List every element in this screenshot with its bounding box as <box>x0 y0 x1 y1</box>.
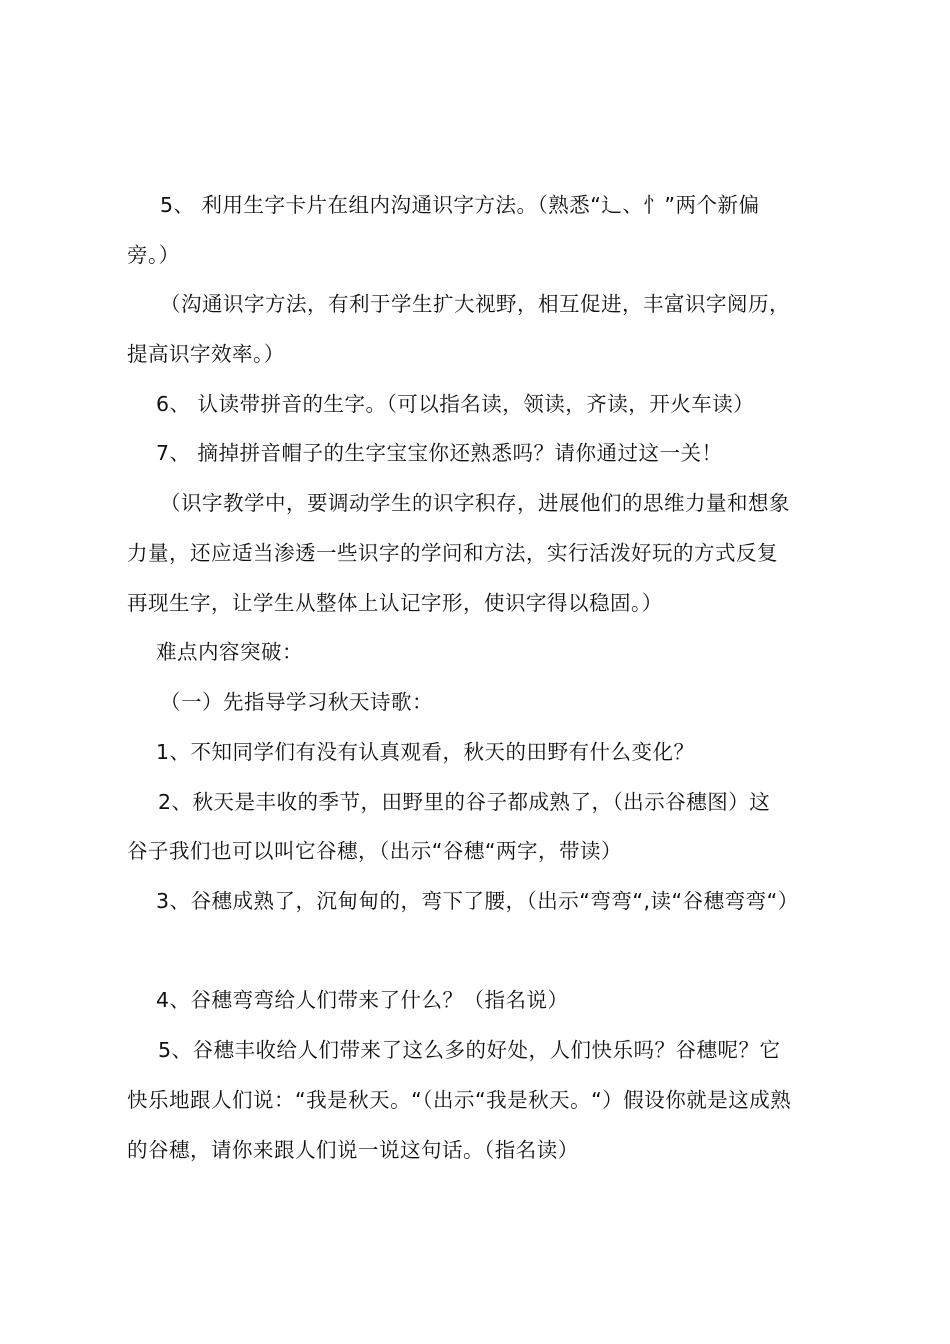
text-line: 快乐地跟人们说：“我是秋天。“（出示“我是秋天。“）假设你就是这成熟 <box>127 1088 792 1112</box>
text-line: 5、谷穗丰收给人们带来了这么多的好处，人们快乐吗？谷穗呢？它 <box>158 1038 781 1062</box>
text-line: 谷子我们也可以叫它谷穗，（出示“谷穗“两字，带读） <box>127 839 622 863</box>
section-heading: 难点内容突破： <box>156 640 303 664</box>
subsection-heading: （一）先指导学习秋天诗歌： <box>160 690 433 714</box>
text-line: 再现生字，让学生从整体上认记字形，使识字得以稳固。） <box>127 591 663 615</box>
text-line: （识字教学中，要调动学生的识字积存，进展他们的思维力量和想象 <box>160 491 790 515</box>
text-line: 6、 认读带拼音的生字。（可以指名读，领读，齐读，开火车读） <box>156 392 755 416</box>
text-line: 1、不知同学们有没有认真观看，秋天的田野有什么变化？ <box>156 740 695 764</box>
text-line: 提高识字效率。） <box>127 342 285 366</box>
text-line: 7、 摘掉拼音帽子的生字宝宝你还熟悉吗？请你通过这一关！ <box>156 441 723 465</box>
text-line: 3、谷穗成熟了，沉甸甸的，弯下了腰，（出示“弯弯“,读“谷穗弯弯“） <box>156 889 799 913</box>
text-line: 的谷穗，请你来跟人们说一说这句话。（指名读） <box>127 1138 579 1162</box>
text-line: 2、秋天是丰收的季节，田野里的谷子都成熟了，（出示谷穗图）这 <box>158 790 771 814</box>
text-line: 旁。） <box>127 243 180 267</box>
text-line: 5、 利用生字卡片在组内沟通识字方法。（熟悉“辶、忄”两个新偏 <box>160 193 760 217</box>
text-line: 4、谷穗弯弯给人们带来了什么？（指名说） <box>156 988 569 1012</box>
text-line: 力量，还应适当渗透一些识字的学问和方法，实行活泼好玩的方式反复 <box>127 541 778 565</box>
text-line: （沟通识字方法，有利于学生扩大视野，相互促进，丰富识字阅历， <box>160 292 790 316</box>
